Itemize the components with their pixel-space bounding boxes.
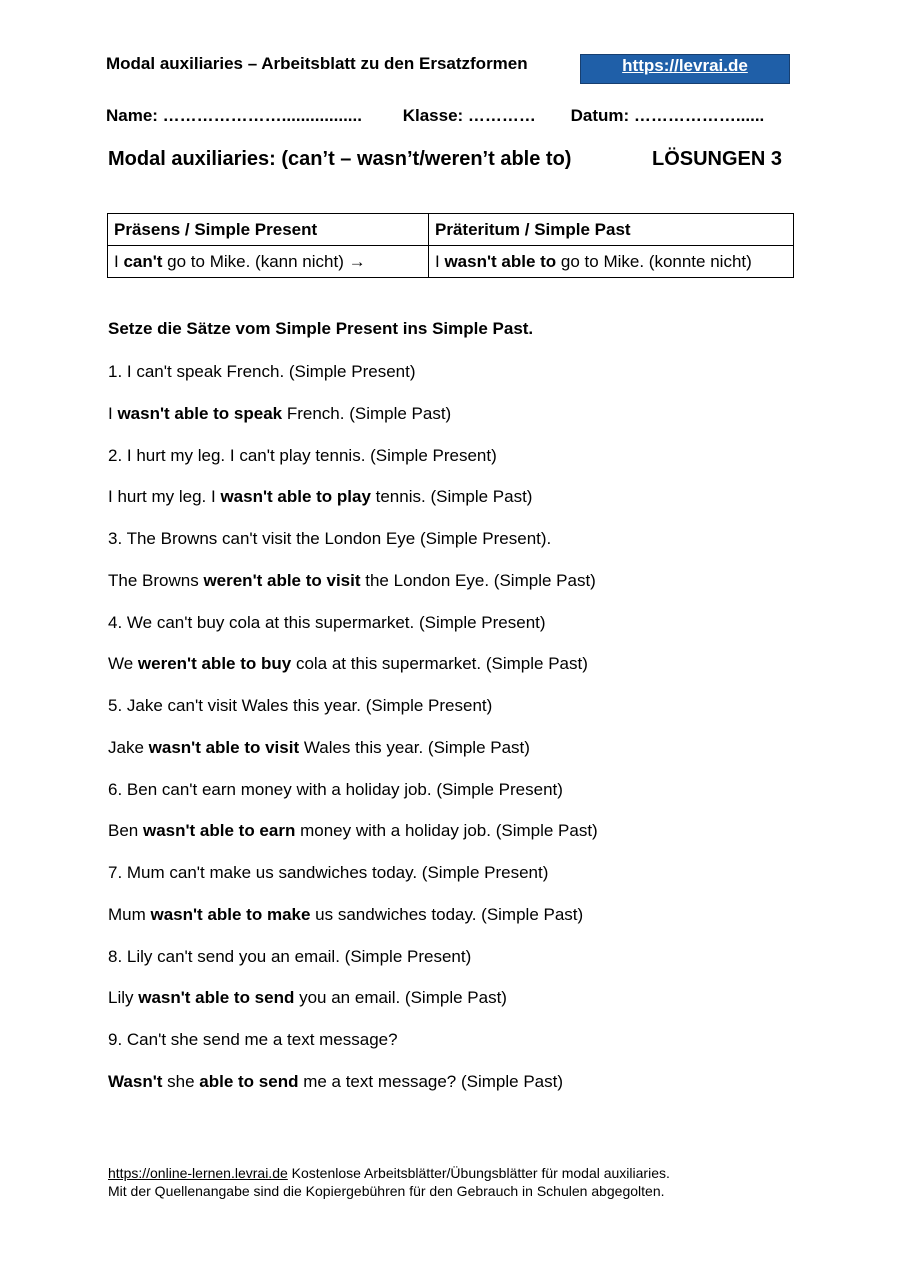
answer-bold: wasn't able to earn	[142, 821, 296, 840]
table-header-row	[108, 214, 794, 246]
answer-bold: wasn't able to play	[220, 487, 371, 506]
answer-text: French. (Simple Past)	[282, 404, 452, 423]
answer-text: Ben	[108, 821, 143, 840]
table-header-past: Präteritum / Simple Past	[429, 214, 794, 246]
answer-text: the London Eye. (Simple Past)	[360, 571, 596, 590]
answer-text: money with a holiday job. (Simple Past)	[295, 821, 598, 840]
answer-bold: wasn't able to send	[138, 988, 295, 1007]
answer-bold: able to send	[199, 1072, 299, 1091]
table-row	[108, 246, 794, 278]
cell-text: I	[435, 251, 445, 271]
answer-text: you an email. (Simple Past)	[294, 988, 507, 1007]
website-link-box	[580, 54, 790, 84]
table-cell-past	[429, 246, 794, 278]
exercise-answer	[108, 571, 596, 591]
answer-text: Jake	[108, 738, 149, 757]
footer-text: Kostenlose Arbeitsblätter/Übungsblätter für modal auxiliaries.	[287, 1165, 670, 1181]
exercise-answer	[108, 1072, 563, 1092]
solutions-label: LÖSUNGEN 3	[652, 148, 783, 170]
table-cell-present	[108, 246, 429, 278]
answer-text: cola at this supermarket. (Simple Past)	[291, 654, 588, 673]
footer-line-1	[108, 1164, 670, 1182]
answer-text: Mum	[108, 905, 151, 924]
cell-bold-text: wasn't able to	[444, 251, 557, 271]
class-field[interactable]: Klasse: …………	[402, 106, 536, 125]
worksheet-title: Modal auxiliaries – Arbeitsblatt zu den Ersatzformen	[106, 54, 528, 73]
cell-bold-text: can't	[123, 251, 163, 271]
exercise-answer	[108, 988, 507, 1008]
answer-bold: wasn't able to make	[150, 905, 311, 924]
exercise-answer	[108, 487, 532, 507]
cell-text: I	[114, 251, 124, 271]
answer-text: Lily	[108, 988, 139, 1007]
cell-text: go to Mike. (konnte nicht)	[556, 251, 752, 271]
exercise-question: 3. The Browns can't visit the London Eye (Simple Present).	[108, 529, 552, 548]
exercise-question: 9. Can't she send me a text message?	[108, 1030, 398, 1049]
answer-text: We	[108, 654, 138, 673]
exercise-question: 5. Jake can't visit Wales this year. (Simple Present)	[108, 696, 493, 715]
answer-text: tennis. (Simple Past)	[370, 487, 533, 506]
date-field[interactable]: Datum: ………………......	[570, 106, 765, 125]
exercise-instruction: Setze die Sätze vom Simple Present ins Simple Past.	[108, 319, 534, 338]
answer-text: Wales this year. (Simple Past)	[299, 738, 530, 757]
answer-text: she	[162, 1072, 200, 1091]
student-info-row	[106, 106, 764, 126]
answer-bold: Wasn't	[108, 1072, 163, 1091]
exercise-question: 7. Mum can't make us sandwiches today. (Simple Present)	[108, 863, 549, 882]
exercise-question: 8. Lily can't send you an email. (Simple Present)	[108, 947, 472, 966]
answer-text: me a text message? (Simple Past)	[298, 1072, 564, 1091]
exercise-answer	[108, 905, 583, 925]
exercise-question: 1. I can't speak French. (Simple Present)	[108, 362, 416, 381]
exercise-answer	[108, 404, 451, 424]
answer-text: us sandwiches today. (Simple Past)	[310, 905, 584, 924]
exercise-question: 6. Ben can't earn money with a holiday job. (Simple Present)	[108, 780, 563, 799]
section-subtitle: Modal auxiliaries: (can’t – wasn’t/weren’t able to)	[108, 148, 572, 170]
answer-bold: weren't able to buy	[137, 654, 292, 673]
answer-text: I hurt my leg. I	[108, 487, 221, 506]
answer-bold: wasn't able to speak	[117, 404, 283, 423]
exercise-question: 4. We can't buy cola at this supermarket. (Simple Present)	[108, 613, 546, 632]
answer-bold: wasn't able to visit	[148, 738, 300, 757]
answer-bold: weren't able to visit	[203, 571, 361, 590]
exercise-question: 2. I hurt my leg. I can't play tennis. (Simple Present)	[108, 446, 497, 465]
name-field[interactable]: Name: ………………….................	[106, 106, 362, 125]
page-footer	[108, 1164, 670, 1200]
answer-text: The Browns	[108, 571, 204, 590]
tense-comparison-table	[107, 213, 794, 278]
cell-text: go to Mike. (kann nicht) →	[162, 251, 366, 271]
exercise-answer	[108, 654, 588, 674]
answer-text: I	[108, 404, 118, 423]
website-link[interactable]: https://levrai.de	[622, 56, 748, 75]
exercise-answer	[108, 738, 530, 758]
footer-line-2: Mit der Quellenangabe sind die Kopiergebühren für den Gebrauch in Schulen abgegolten.	[108, 1183, 665, 1199]
table-header-present: Präsens / Simple Present	[108, 214, 429, 246]
exercise-answer	[108, 821, 598, 841]
footer-link[interactable]: https://online-lernen.levrai.de	[108, 1165, 288, 1181]
